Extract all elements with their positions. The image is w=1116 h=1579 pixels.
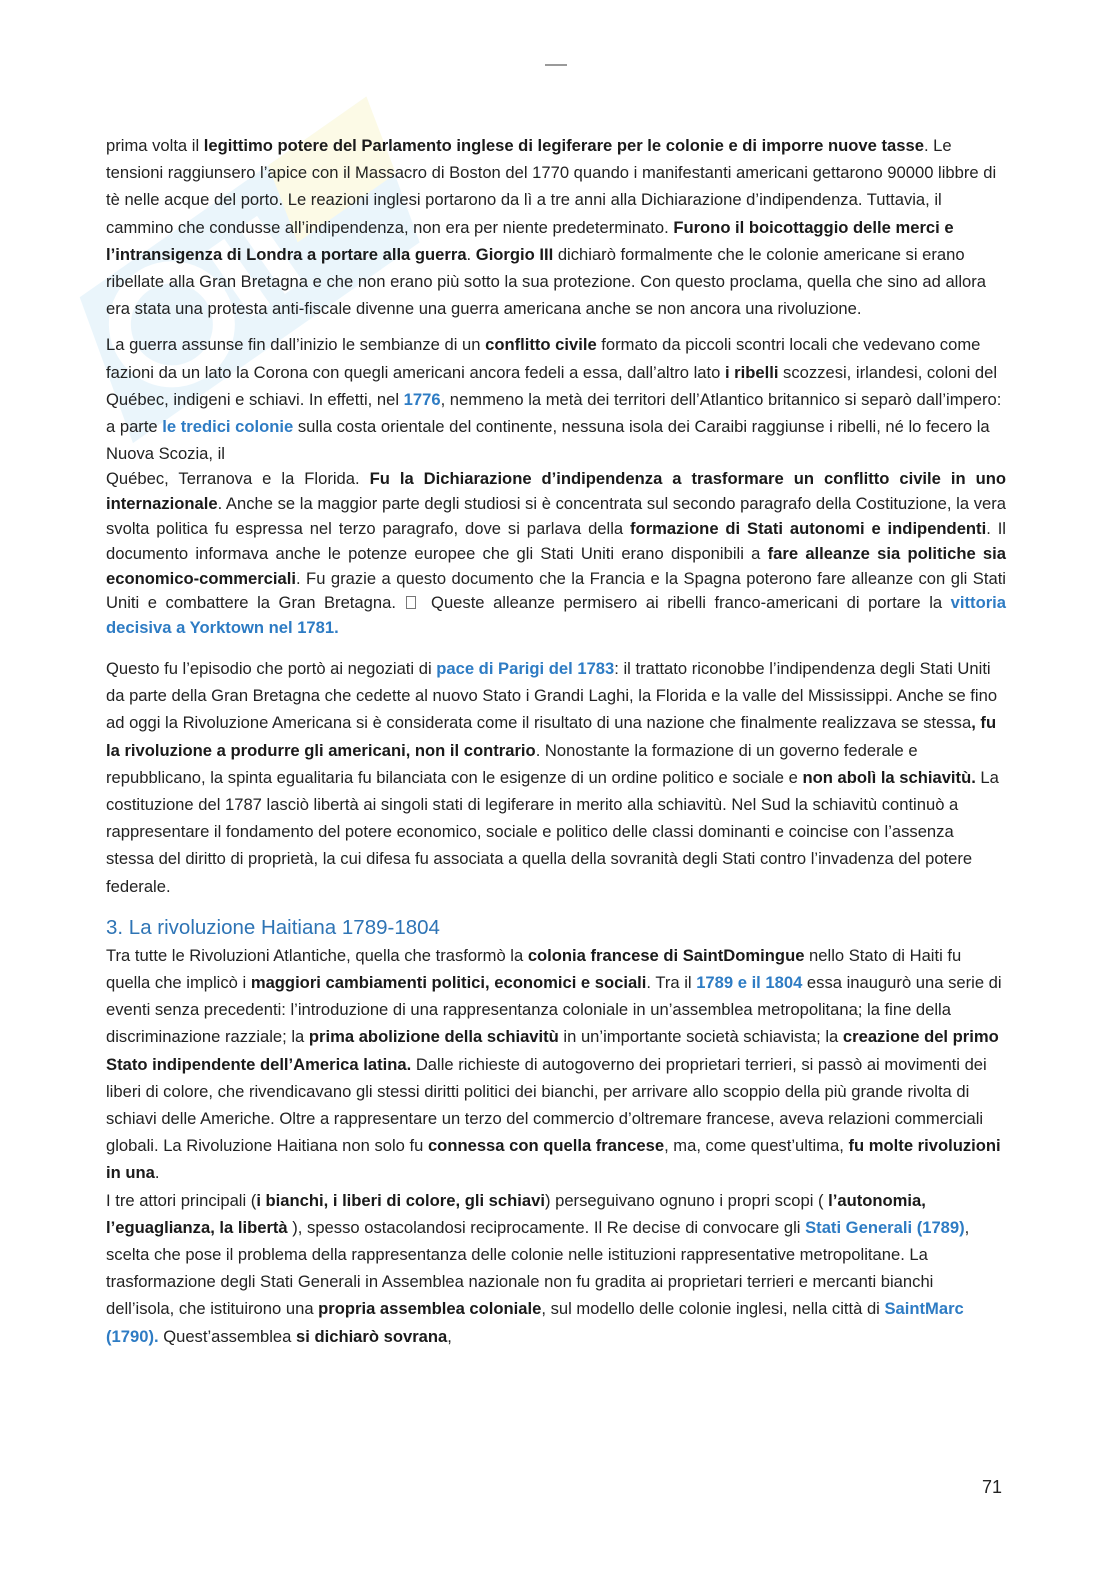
bold-text: si dichiarò sovrana — [296, 1326, 448, 1346]
text-run: . Le tensioni raggiunsero l’apice con il Massacro di Boston del 1770 quando i manifestanti americani gettarono 90000 libbre di tè nelle acque del porto. Le reazioni inglesi portarono da lì a tre anni alla Dichiarazione d’indipendenza. Tuttavia, il cammino che condusse all’indipendenza, non era per niente predeterminato. — [106, 136, 997, 237]
text-run: Québec, Terranova e la Florida. — [106, 469, 370, 489]
paragraph-2a — [106, 331, 1006, 467]
header-mark — [545, 64, 567, 66]
paragraph-4 — [106, 942, 1006, 1187]
text-run: , — [447, 1326, 452, 1346]
bold-text: fu molte rivoluzioni in una — [106, 1136, 1001, 1183]
page-number: 71 — [981, 1477, 1002, 1497]
bold-text: Furono il boicottaggio delle merci e l’intransigenza di Londra a portare alla guerra — [106, 217, 954, 264]
bold-text: connessa con quella francese — [427, 1136, 665, 1156]
missing-glyph-icon — [406, 596, 416, 609]
text-run: I tre attori principali ( — [106, 1190, 257, 1210]
text-run: ) perseguivano ognuno i propri scopi ( — [544, 1190, 829, 1210]
text-run: , sul modello delle colonie inglesi, nella città di — [541, 1299, 885, 1319]
text-run: . Fu grazie a questo documento che la Francia e la Spagna poterono fare alleanze con gli Stati Uniti e combattere la Gran Bretagna. — [106, 568, 1006, 613]
bold-text: formazione di Stati autonomi e indipendenti — [630, 519, 987, 539]
section-heading: 3. La rivoluzione Haitiana 1789-1804 — [106, 915, 440, 939]
text-run: formato da piccoli scontri locali che vedevano come fazioni da un lato la Corona con quegli americani ancora fedeli a essa, dall’altro lato — [106, 335, 981, 382]
text-run: ), spesso ostacolandosi reciprocamente. Il Re decise di convocare gli — [287, 1217, 806, 1237]
bold-text: legittimo potere del Parlamento inglese di legiferare per le colonie e di imporre nuove tasse — [203, 136, 924, 155]
paragraph-1 — [106, 132, 1006, 322]
text-run: dichiarò formalmente che le colonie americane si erano ribellate alla Gran Bretagna e che non erano più sotto la sua protezione. Con questo proclama, quella che sino ad allora era stata una protesta anti-fiscale divenne una guerra americana anche se non ancora una rivoluzione. — [106, 244, 987, 319]
bold-text: non abolì la schiavitù. — [802, 767, 976, 787]
highlight-text: vittoria decisiva a Yorktown nel 1781 — [106, 593, 1006, 638]
bold-text: i ribelli — [724, 362, 779, 382]
text-run: in un’importante società schiavista; la — [558, 1027, 843, 1047]
paragraph-5 — [106, 1187, 1006, 1350]
text-run: , nemmeno la metà dei territori dell’Atlantico britannico si separò dall’impero: a parte — [106, 389, 1002, 437]
text-run: nello Stato di Haiti fu quella che implicò i — [106, 945, 962, 993]
bold-text: prima abolizione della schiavitù — [308, 1027, 559, 1047]
bold-text: fare alleanze sia politiche sia economico-commerciali — [106, 543, 1007, 588]
highlight-text: SaintMarc (1790). — [106, 1299, 964, 1346]
text-run: Questo fu l’episodio che portò ai negoziati di — [106, 659, 437, 679]
text-run: Dalle richieste di autogoverno dei proprietari terrieri, si passò ai movimenti dei liberi di colore, che rivendicavano gli stessi diritti politici dei bianchi, per arrivare allo scoppio della più grande rivolta di schiavi delle Americhe. Oltre a rappresentare un terzo del commercio d’oltremare francese, aveva relazioni commerciali globali. La Rivoluzione Haitiana non solo fu — [106, 1054, 987, 1156]
text-run: Tra tutte le Rivoluzioni Atlantiche, quella che trasformò la — [106, 945, 528, 965]
text-run: . — [334, 618, 339, 638]
text-run: Quest’assemblea — [158, 1326, 297, 1346]
highlight-year: 1776 — [403, 389, 441, 409]
text-run: . Anche se la maggior parte degli studiosi si è concentrata sul secondo paragrafo della Costituzione, la vera svolta politica fu espressa nel terzo paragrafo, dove si parlava della — [106, 494, 1006, 539]
paragraph-2b — [106, 467, 1006, 641]
highlight-text: Stati Generali (1789) — [805, 1217, 965, 1237]
bold-text: Giorgio III — [475, 244, 554, 264]
text-run: . Nonostante la formazione di un governo federale e repubblicano, la spinta egualitaria fu bilanciata con le esigenze di un ordine politico e sociale e — [106, 740, 918, 787]
text-run: . — [154, 1163, 160, 1183]
bold-text: conflitto civile — [485, 335, 597, 355]
bold-text: , fu la rivoluzione a produrre gli americani, non il contrario — [106, 713, 997, 760]
text-run: La guerra assunse fin dall’inizio le sembianze di un — [106, 335, 486, 355]
text-run: sulla costa orientale del continente, nessuna isola dei Caraibi raggiunse i ribelli, né lo fecero la Nuova Scozia, il — [106, 417, 990, 464]
bold-text: creazione del primo Stato indipendente dell’America latina. — [106, 1027, 999, 1074]
text-run: . Il documento informava anche le potenze europee che gli Stati Uniti erano disponibili a — [106, 519, 1006, 563]
page-content — [106, 132, 1006, 1350]
bold-text: maggiori cambiamenti politici, economici e sociali — [250, 973, 647, 993]
bold-text: propria assemblea coloniale — [318, 1299, 542, 1319]
text-run: prima volta il — [106, 136, 204, 155]
highlight-text: pace di Parigi del 1783 — [436, 659, 615, 679]
highlight-year: 1789 e il 1804 — [696, 973, 803, 993]
text-run: . Tra il — [646, 973, 697, 993]
text-run: La costituzione del 1787 lasciò libertà ai singoli stati di legiferare in merito alla schiavitù. Nel Sud la schiavitù continuò a rappresentare il fondamento del potere economico, sociale e politico delle classi dominanti e coincise con l’assenza stessa del diritto di proprietà, la cui difesa fu associata a quella della sovranità degli Stati contro l’invadenza del potere federale. — [106, 767, 999, 896]
text-run: essa inaugurò una serie di eventi senza precedenti: l’introduzione di una rappresentanza coloniale in un’assemblea metropolitana; la fine della discriminazione razziale; la — [106, 973, 1002, 1047]
text-run: Queste alleanze permisero ai ribelli franco-americani di portare la — [422, 593, 951, 613]
bold-text: colonia francese di SaintDomingue — [527, 945, 805, 965]
text-run: , scelta che pose il problema della rappresentanza delle colonie nelle istituzioni rappresentative metropolitane. La trasformazione degli Stati Generali in Assemblea nazionale non fu gradita ai proprietari terrieri e mercanti bianchi dell’isola, che istituirono una — [106, 1217, 970, 1319]
text-run: : il trattato riconobbe l’indipendenza degli Stati Uniti da parte della Gran Bretagna che cedette al nuovo Stato i Grandi Laghi, la Florida e la valle del Mississippi. Anche se fino ad oggi la Rivoluzione Americana si è considerata come il risultato di una nazione che finalmente realizzava se stessa — [106, 659, 998, 733]
highlight-text: le tredici colonie — [162, 417, 294, 437]
text-run: scozzesi, irlandesi, coloni del Québec, indigeni e schiavi. In effetti, nel — [106, 362, 998, 409]
bold-text: l’autonomia, l’eguaglianza, la libertà — [106, 1190, 926, 1237]
bold-text: i bianchi, i liberi di colore, gli schiavi — [256, 1190, 545, 1210]
text-run: . — [466, 244, 476, 264]
text-run: , ma, come quest’ultima, — [664, 1136, 849, 1156]
bold-text: Fu la Dichiarazione d’indipendenza a trasformare un conflitto civile in uno internazionale — [106, 469, 1006, 514]
paragraph-3 — [106, 655, 1006, 900]
